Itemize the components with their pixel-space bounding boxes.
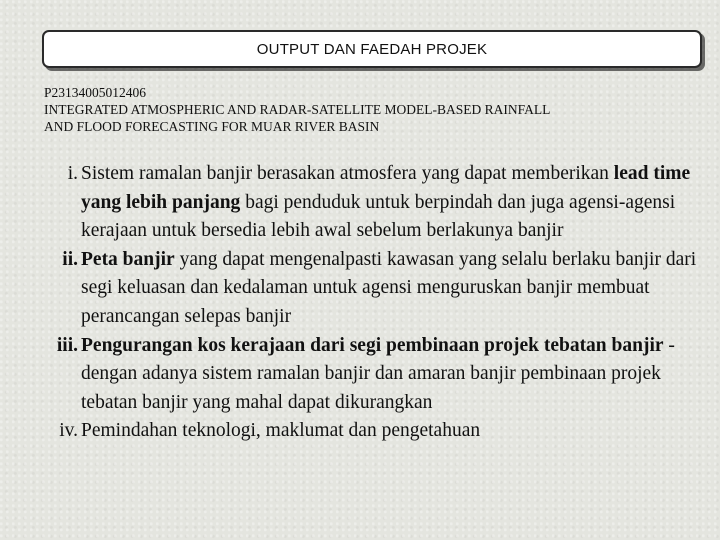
objective-item	[42, 160, 710, 246]
project-title-line-2: AND FLOOD FORECASTING FOR MUAR RIVER BASIN	[44, 119, 380, 134]
objective-text: yang dapat mengenalpasti kawasan yang selalu berlaku banjir dari segi keluasan dan kedalaman untuk agensi menguruskan banjir membuat perancangan selepas banjir	[81, 248, 697, 327]
objective-number: iv.	[59, 420, 78, 442]
objective-item	[42, 332, 710, 418]
project-info	[44, 84, 704, 135]
objective-item	[42, 417, 710, 446]
objectives-list	[42, 160, 710, 446]
slide-title: OUTPUT DAN FAEDAH PROJEK	[256, 40, 488, 58]
objective-text: bagi penduduk untuk berpindah dan juga agensi-agensi kerajaan untuk bersedia lebih awal sebelum berlakunya banjir	[81, 191, 676, 242]
project-code: P23134005012406	[44, 85, 147, 100]
title-box	[42, 30, 702, 68]
objective-number: i.	[67, 163, 78, 184]
objective-highlight: Pengurangan kos kerajaan dari segi pembinaan projek tebatan banjir	[81, 334, 664, 356]
objective-item	[42, 246, 710, 332]
objective-text: Sistem ramalan banjir berasakan atmosfera yang dapat memberikan	[81, 163, 614, 184]
project-title-line-1: INTEGRATED ATMOSPHERIC AND RADAR-SATELLITE MODEL-BASED RAINFALL	[44, 102, 551, 117]
objective-text: - dengan adanya sistem ramalan banjir dan amaran banjir pembinaan projek tebatan banjir yang mahal dapat dikurangkan	[81, 334, 675, 413]
objective-number: ii.	[62, 248, 78, 270]
objective-number: iii.	[56, 334, 78, 356]
objective-highlight: lead time yang lebih panjang	[81, 163, 691, 213]
objective-text: Pemindahan teknologi, maklumat dan pengetahuan	[81, 420, 481, 442]
objective-highlight: Peta banjir	[81, 248, 175, 270]
